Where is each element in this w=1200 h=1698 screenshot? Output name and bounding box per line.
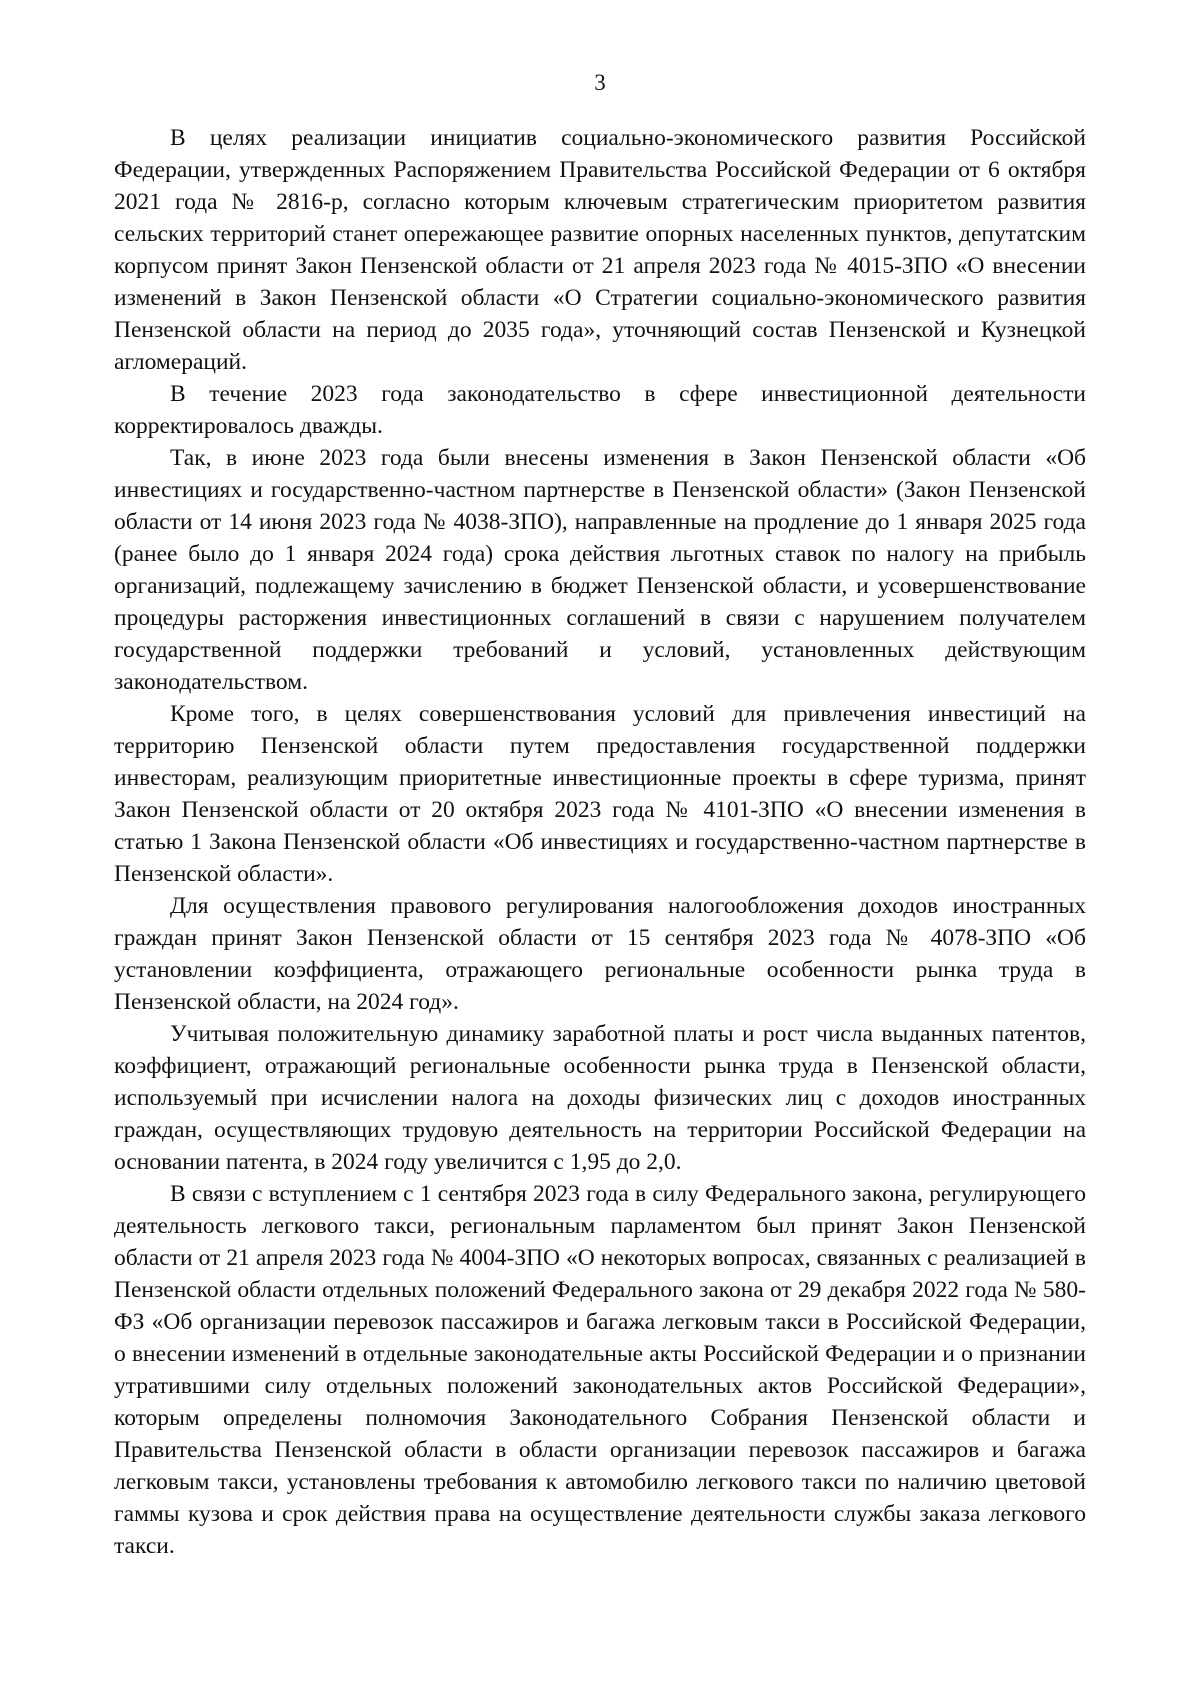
page-number: 3 <box>594 70 606 95</box>
paragraph-foreign-citizens-tax: Для осуществления правового регулирования налогообложения доходов иностранных граждан принят Закон Пензенской области от 15 сентября 2023 года № 4078-ЗПО «Об установлении коэффициента, отражающего региональные особенности рынка труда в Пензенской области, на 2024 год». <box>114 893 1086 1015</box>
paragraph-tourism-investment: Кроме того, в целях совершенствования условий для привлечения инвестиций на территорию Пензенской области путем предоставления государственной поддержки инвесторам, реализующим приоритетные инвестиционные проекты в сфере туризма, принят Закон Пензенской области от 20 октября 2023 года № 4101-ЗПО «О внесении изменения в статью 1 Закона Пензенской области «Об инвестициях и государственно-частном партнерстве в Пензенской области». <box>114 701 1086 887</box>
document-body <box>114 122 1086 1562</box>
paragraph-investment-legislation: В течение 2023 года законодательство в сфере инвестиционной деятельности корректировалось дважды. <box>114 381 1086 439</box>
paragraph-taxi-law: В связи с вступлением с 1 сентября 2023 года в силу Федерального закона, регулирующего деятельность легкового такси, региональным парламентом был принят Закон Пензенской области от 21 апреля 2023 года № 4004-ЗПО «О некоторых вопросах, связанных с реализацией в Пензенской области отдельных положений Федерального закона от 29 декабря 2022 года № 580-ФЗ «Об организации перевозок пассажиров и багажа легковым такси в Российской Федерации, о внесении изменений в отдельные законодательные акты Российской Федерации и о признании утратившими силу отдельных положений законодательных актов Российской Федерации», которым определены полномочия Законодательного Собрания Пензенской области и Правительства Пензенской области в области организации перевозок пассажиров и багажа легковым такси, установлены требования к автомобилю легкового такси по наличию цветовой гаммы кузова и срок действия права на осуществление деятельности службы заказа легкового такси. <box>114 1181 1086 1559</box>
paragraph-agglomerations: В целях реализации инициатив социально-экономического развития Российской Федерации, утвержденных Распоряжением Правительства Российской Федерации от 6 октября 2021 года № 2816-р, согласно которым ключевым стратегическим приоритетом развития сельских территорий станет опережающее развитие опорных населенных пунктов, депутатским корпусом принят Закон Пензенской области от 21 апреля 2023 года № 4015-ЗПО «О внесении изменений в Закон Пензенской области «О Стратегии социально-экономического развития Пензенской области на период до 2035 года», уточняющий состав Пензенской и Кузнецкой агломераций. <box>114 125 1086 375</box>
paragraph-coefficient: Учитывая положительную динамику заработной платы и рост числа выданных патентов, коэффициент, отражающий региональные особенности рынка труда в Пензенской области, используемый при исчислении налога на доходы физических лиц с доходов иностранных граждан, осуществляющих трудовую деятельность на территории Российской Федерации на основании патента, в 2024 году увеличится с 1,95 до 2,0. <box>114 1021 1086 1175</box>
paragraph-investment-amendments: Так, в июне 2023 года были внесены изменения в Закон Пензенской области «Об инвестициях и государственно-частном партнерстве в Пензенской области» (Закон Пензенской области от 14 июня 2023 года № 4038-ЗПО), направленные на продление до 1 января 2025 года (ранее было до 1 января 2024 года) срока действия льготных ставок по налогу на прибыль организаций, подлежащему зачислению в бюджет Пензенской области, и усовершенствование процедуры расторжения инвестиционных соглашений в связи с нарушением получателем государственной поддержки требований и условий, установленных действующим законодательством. <box>114 445 1086 695</box>
